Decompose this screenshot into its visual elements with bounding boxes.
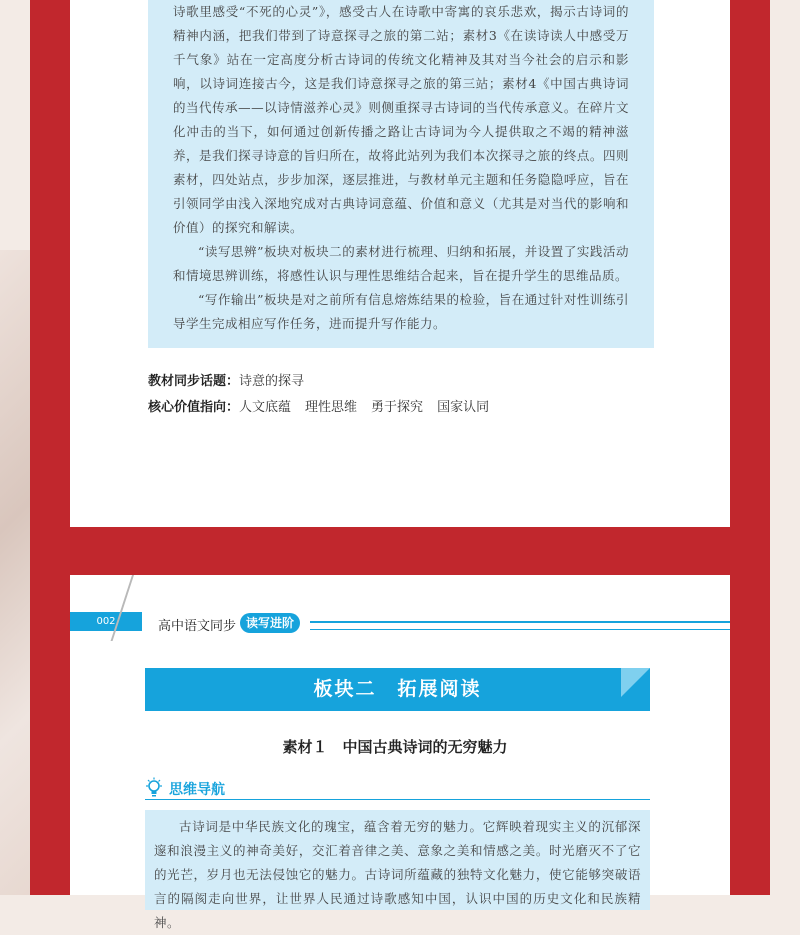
value-item: 人文底蕴 [239,400,292,415]
material-title: 素材１ 中国古典诗词的无穷魅力 [282,738,508,756]
values-row [148,396,503,415]
top-page [70,0,730,527]
bottom-page [70,575,730,930]
lightbulb-icon [145,777,163,799]
intro-paragraph-1: 诗歌里感受“不死的心灵”》，感受古人在诗歌中寄寓的哀乐悲欢，揭示古诗词的精神内涵，把我们带到了诗意探寻之旅的第二站；素材3《在读诗读人中感受万千气象》站在一定高度分析古诗词的传统文化精神及其对当今社会的启示和影响，以诗词连接古今，这是我们诗意探寻之旅的第三站；素材4《中国古典诗词的当代传承——以诗情滋养心灵》则侧重探寻古诗词的当代传承意义。在碎片文化冲击的当下，如何通过创新传播之路让古诗词为今人提供取之不竭的精神滋养，是我们探寻诗意的旨归所在，故将此站列为我们本次探寻之旅的终点。四则素材，四处站点，步步加深，逐层推进，与教材单元主题和任务隐隐呼应，旨在引领同学由浅入深地究成对古典诗词意蕴、价值和意义（尤其是对当代的影响和价值）的探究和解读。 [173,4,629,235]
topic-label: 教材同步话题： [148,374,240,389]
material-paragraph: 古诗词是中华民族文化的瑰宝，蕴含着无穷的魅力。它辉映着现实主义的沉郁深邃和浪漫主义的神奇美好，交汇着音律之美、意象之美和情感之美。时光磨灭不了它的光芒，岁月也无法侵蚀它的魅力。古诗词所蕴藏的独特文化魅力，使它能够突破语言的隔阂走向世界，让世界人民通过诗歌感知中国，认识中国的历史文化和民族精神。 [154,819,641,930]
nav-title: 思维导航 [169,782,225,798]
intro-paragraph-2: “读写思辨”板块对板块二的素材进行梳理、归纳和拓展，并设置了实践活动和情境思辨训练，将感性认识与理性思维结合起来，旨在提升学生的思维品质。 [173,244,629,283]
value-item: 勇于探究 [371,400,424,415]
header-title: 高中语文同步 [158,619,237,634]
value-item: 理性思维 [305,400,358,415]
page-number: 002 [96,616,116,627]
value-item: 国家认同 [437,400,490,415]
material-text [154,815,641,935]
topic-row [148,370,304,389]
header-badge: 读写进阶 [240,613,300,633]
banner-fold [621,668,650,697]
values-label: 核心价值指向： [148,400,240,415]
nav-underline [145,799,650,800]
section-title: 板块二 拓展阅读 [145,668,650,711]
intro-paragraph-3: “写作输出”板块是对之前所有信息熔炼结果的检验，旨在通过针对性训练引导学生完成相应写作任务，进而提升写作能力。 [173,292,629,331]
topic-value: 诗意的探寻 [239,374,305,389]
header-divider [111,575,134,641]
intro-text [173,0,629,336]
header-rule [310,621,730,630]
